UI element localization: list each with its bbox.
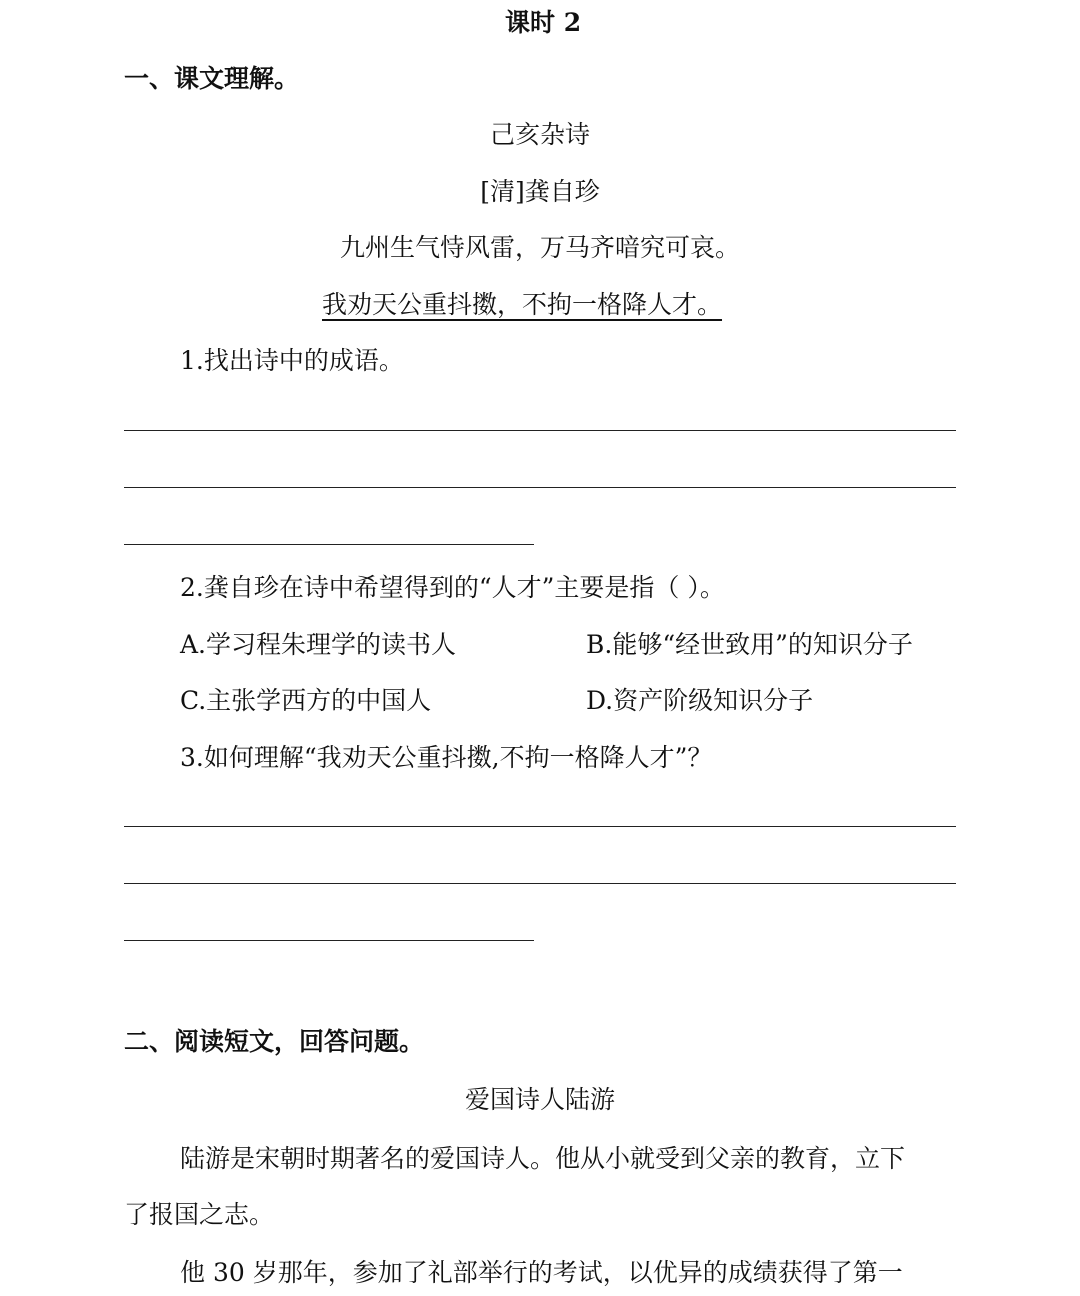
section1-heading: 一、课文理解。 bbox=[124, 64, 300, 93]
option-c[interactable]: C.主张学西方的中国人 bbox=[180, 686, 432, 715]
question-2: 2.龚自珍在诗中希望得到的“人才”主要是指（ ）。 bbox=[180, 573, 725, 602]
answer-line[interactable] bbox=[124, 544, 534, 545]
poem-line-2: 我劝天公重抖擞，不拘一格降人才。 bbox=[322, 290, 723, 319]
question-3: 3.如何理解“我劝天公重抖擞,不拘一格降人才”？ bbox=[180, 743, 713, 772]
answer-line[interactable] bbox=[124, 430, 956, 431]
option-d[interactable]: D.资产阶级知识分子 bbox=[586, 686, 814, 715]
question-1: 1.找出诗中的成语。 bbox=[180, 346, 404, 375]
article-paragraph-1-line-1: 陆游是宋朝时期著名的爱国诗人。他从小就受到父亲的教育，立下 bbox=[180, 1144, 906, 1173]
option-b[interactable]: B.能够“经世致用”的知识分子 bbox=[586, 630, 913, 659]
option-a[interactable]: A.学习程朱理学的读书人 bbox=[180, 630, 457, 659]
answer-line[interactable] bbox=[124, 940, 534, 941]
poem-title: 己亥杂诗 bbox=[489, 120, 590, 149]
answer-line[interactable] bbox=[124, 487, 956, 488]
answer-line[interactable] bbox=[124, 883, 956, 884]
article-title: 爱国诗人陆游 bbox=[464, 1085, 615, 1114]
section2-heading: 二、阅读短文，回答问题。 bbox=[124, 1027, 425, 1056]
article-paragraph-1-line-2: 了报国之志。 bbox=[124, 1200, 275, 1229]
poem-line-1: 九州生气恃风雷，万马齐喑究可哀。 bbox=[339, 233, 740, 262]
article-paragraph-2-line-1: 他 30 岁那年，参加了礼部举行的考试，以优异的成绩获得了第一 bbox=[180, 1258, 903, 1287]
lesson-title: 课时 2 bbox=[505, 8, 582, 37]
answer-line[interactable] bbox=[124, 826, 956, 827]
poem-author: [清]龚自珍 bbox=[480, 177, 600, 206]
